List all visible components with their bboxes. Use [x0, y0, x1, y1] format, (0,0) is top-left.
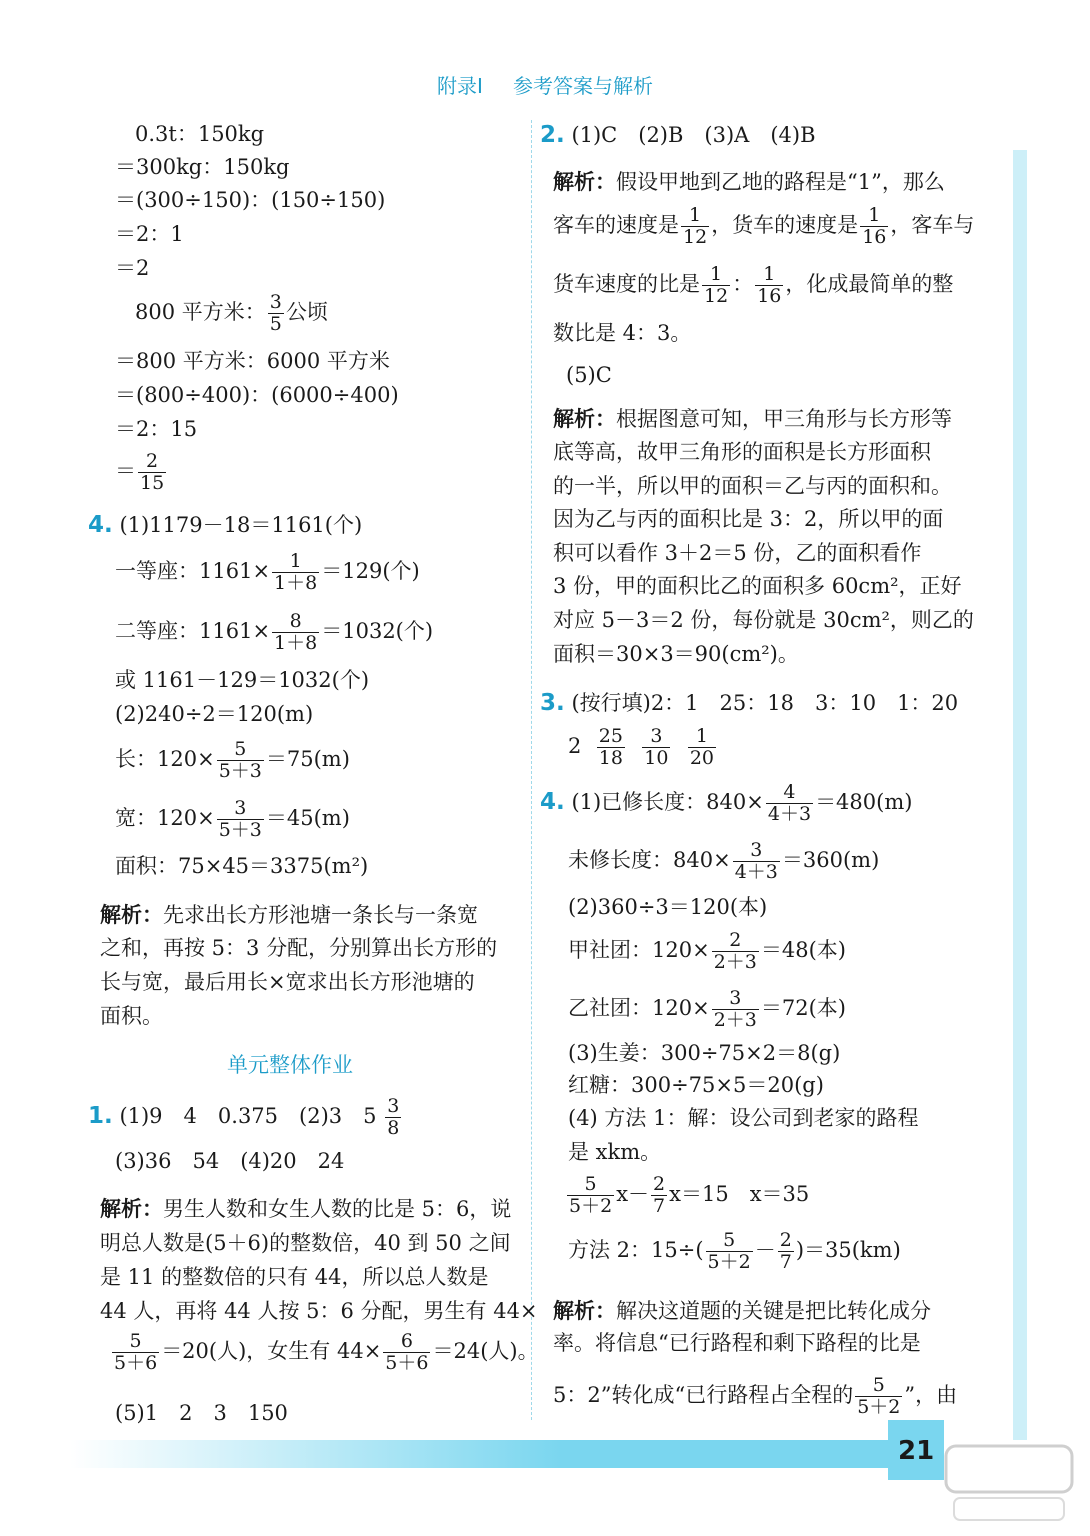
question-4-left: 4. (1)1179－18＝1161(个) [88, 512, 363, 538]
calc-line-9: ＝2：15 [115, 417, 198, 441]
q4-length: 长：120× $\frac{5}{5+3}$ ＝75(m) [115, 738, 350, 782]
q4-analysis-2: 之和，再按 5：3 分配，分别算出长方形的 [100, 936, 498, 960]
section-title: 单元整体作业 [227, 1053, 353, 1077]
q1-analysis-1: 解析：男生人数和女生人数的比是 5：6，说 [100, 1196, 512, 1221]
q4r-analysis-1: 解析：解决这道题的关键是把比转化成分 [553, 1298, 931, 1323]
calc-line-6: 800 平方米： $\frac{3}{5}$ 公顷 [135, 291, 328, 335]
q4r-sugar: 红糖：300÷75×5＝20(g) [568, 1073, 824, 1097]
q2-analysis2-6: 3 份，甲的面积比乙的面积多 60cm²，正好 [553, 574, 962, 598]
q4r-part3: (3)生姜：300÷75×2＝8(g) [568, 1041, 841, 1065]
q2-analysis2-8: 面积＝30×3＝90(cm²)。 [553, 642, 799, 666]
footer-band [70, 1440, 890, 1468]
q2-analysis-4: 数比是 4：3。 [553, 321, 692, 345]
q1-analysis-2: 明总人数是(5＋6)的整数倍，40 到 50 之间 [100, 1231, 511, 1255]
q4r-analysis-3: 5：2”转化成“已行路程占全程的 $\frac{5}{5+2}$ ”，由 [553, 1374, 958, 1418]
q2-analysis2-5: 积可以看作 3＋2＝5 份，乙的面积看作 [553, 541, 922, 565]
q2-analysis2-3: 的一半，所以甲的面积＝乙与丙的面积和。 [553, 474, 952, 498]
q2-analysis-2: 客车的速度是 $\frac{1}{12}$ ，货车的速度是 $\frac{1}{16}$ ，客车与 [553, 204, 975, 248]
calc-line-8: ＝(800÷400)：(6000÷400) [115, 383, 399, 407]
q1-analysis-5: $\frac{5}{5+6}$ ＝20(人)，女生有 44× $\frac{6}{5+6}$ ＝24(人)。 [114, 1330, 539, 1374]
column-divider [531, 120, 532, 1420]
q1-analysis-3: 是 11 的整数倍的只有 44，所以总人数是 [100, 1265, 489, 1289]
q4-part2: (2)240÷2＝120(m) [115, 702, 314, 726]
calc-line-7: ＝800 平方米：6000 平方米 [115, 349, 390, 373]
q2-part5: (5)C [566, 363, 612, 387]
q4-or-line: 或 1161－129＝1032(个) [115, 668, 370, 692]
page-number: 21 [898, 1436, 935, 1466]
watermark-logo [940, 1440, 1080, 1530]
fraction: $\frac{2}{15}$ [140, 450, 165, 494]
q4-analysis-1: 解析：先求出长方形池塘一条长与一条宽 [100, 902, 478, 927]
q2-analysis2-1: 解析：根据图意可知，甲三角形与长方形等 [553, 406, 952, 431]
header-appendix: 附录Ⅰ [437, 74, 483, 98]
q2-analysis-3: 货车速度的比是 $\frac{1}{12}$ ： $\frac{1}{16}$ ，化成最简单的整 [553, 263, 954, 307]
header-title: 参考答案与解析 [512, 74, 653, 98]
q4-area: 面积：75×45＝3375(m²) [115, 854, 369, 878]
q3-line-2: 2 $\frac{25}{18}$ $\frac{3}{10}$ $\frac{1}{20}$ [568, 725, 715, 769]
q2-analysis2-7: 对应 5－3＝2 份，每份就是 30cm²，则乙的 [553, 608, 974, 632]
q2-analysis2-2: 底等高，故甲三角形的面积是长方形面积 [553, 440, 931, 464]
fraction: $\frac{3}{5}$ [269, 291, 282, 335]
right-margin-band [1013, 150, 1027, 1440]
question-2: 2. (1)C (2)B (3)A (4)B [540, 122, 816, 148]
q1-analysis-4: 44 人，再将 44 人按 5：6 分配，男生有 44× [100, 1299, 538, 1323]
calc-line-4: ＝2：1 [115, 222, 184, 246]
q4-analysis-3: 长与宽，最后用长×宽求出长方形池塘的 [100, 970, 475, 994]
question-1: 1. (1)9 4 0.375 (2)3 5 $\frac{3}{8}$ [88, 1095, 400, 1139]
q4r-part4: (4) 方法 1：解：设公司到老家的路程 [568, 1106, 919, 1130]
q1-line-2: (3)36 54 (4)20 24 [115, 1149, 345, 1173]
question-3: 3. (按行填)2：1 25：18 3：10 1：20 [540, 690, 959, 716]
question-4-right: 4. (1)已修长度：840× $\frac{4}{4+3}$ ＝480(m) [540, 781, 913, 825]
page-header [0, 70, 1090, 99]
q2-analysis-1: 解析：假设甲地到乙地的路程是“1”，那么 [553, 169, 945, 194]
q4r-analysis-2: 率。将信息“已行路程和剩下路程的比是 [553, 1331, 921, 1355]
q4-width: 宽：120× $\frac{3}{5+3}$ ＝45(m) [115, 797, 350, 841]
q4r-part2: (2)360÷3＝120(本) [568, 895, 768, 919]
q4-first-class: 一等座：1161× $\frac{1}{1+8}$ ＝129(个) [115, 550, 420, 594]
calc-line-1: 0.3t：150kg [135, 122, 265, 146]
calc-line-3: ＝(300÷150)：(150÷150) [115, 188, 386, 212]
calc-line-10: ＝ $\frac{2}{15}$ [115, 450, 165, 494]
q2-analysis2-4: 因为乙与丙的面积比是 3：2，所以甲的面 [553, 507, 944, 531]
calc-line-5: ＝2 [115, 256, 150, 280]
q4r-part4-b: 是 xkm。 [568, 1140, 662, 1164]
calc-line-2: ＝300kg：150kg [115, 155, 290, 179]
q4r-club-b: 乙社团：120× $\frac{3}{2+3}$ ＝72(本) [568, 987, 846, 1031]
q4r-club-a: 甲社团：120× $\frac{2}{2+3}$ ＝48(本) [568, 929, 846, 973]
q4-second-class: 二等座：1161× $\frac{8}{1+8}$ ＝1032(个) [115, 610, 434, 654]
q1-line-5: (5)1 2 3 150 [115, 1401, 288, 1425]
q4r-equation: $\frac{5}{5+2}$ x－ $\frac{2}{7}$ x＝15 x＝35 [569, 1173, 810, 1217]
q4r-unrepaired: 未修长度：840× $\frac{3}{4+3}$ ＝360(m) [568, 839, 880, 883]
q4-analysis-4: 面积。 [100, 1004, 163, 1028]
q4r-method2: 方法 2：15÷( $\frac{5}{5+2}$ － $\frac{2}{7}$ )＝35(km) [568, 1229, 901, 1273]
